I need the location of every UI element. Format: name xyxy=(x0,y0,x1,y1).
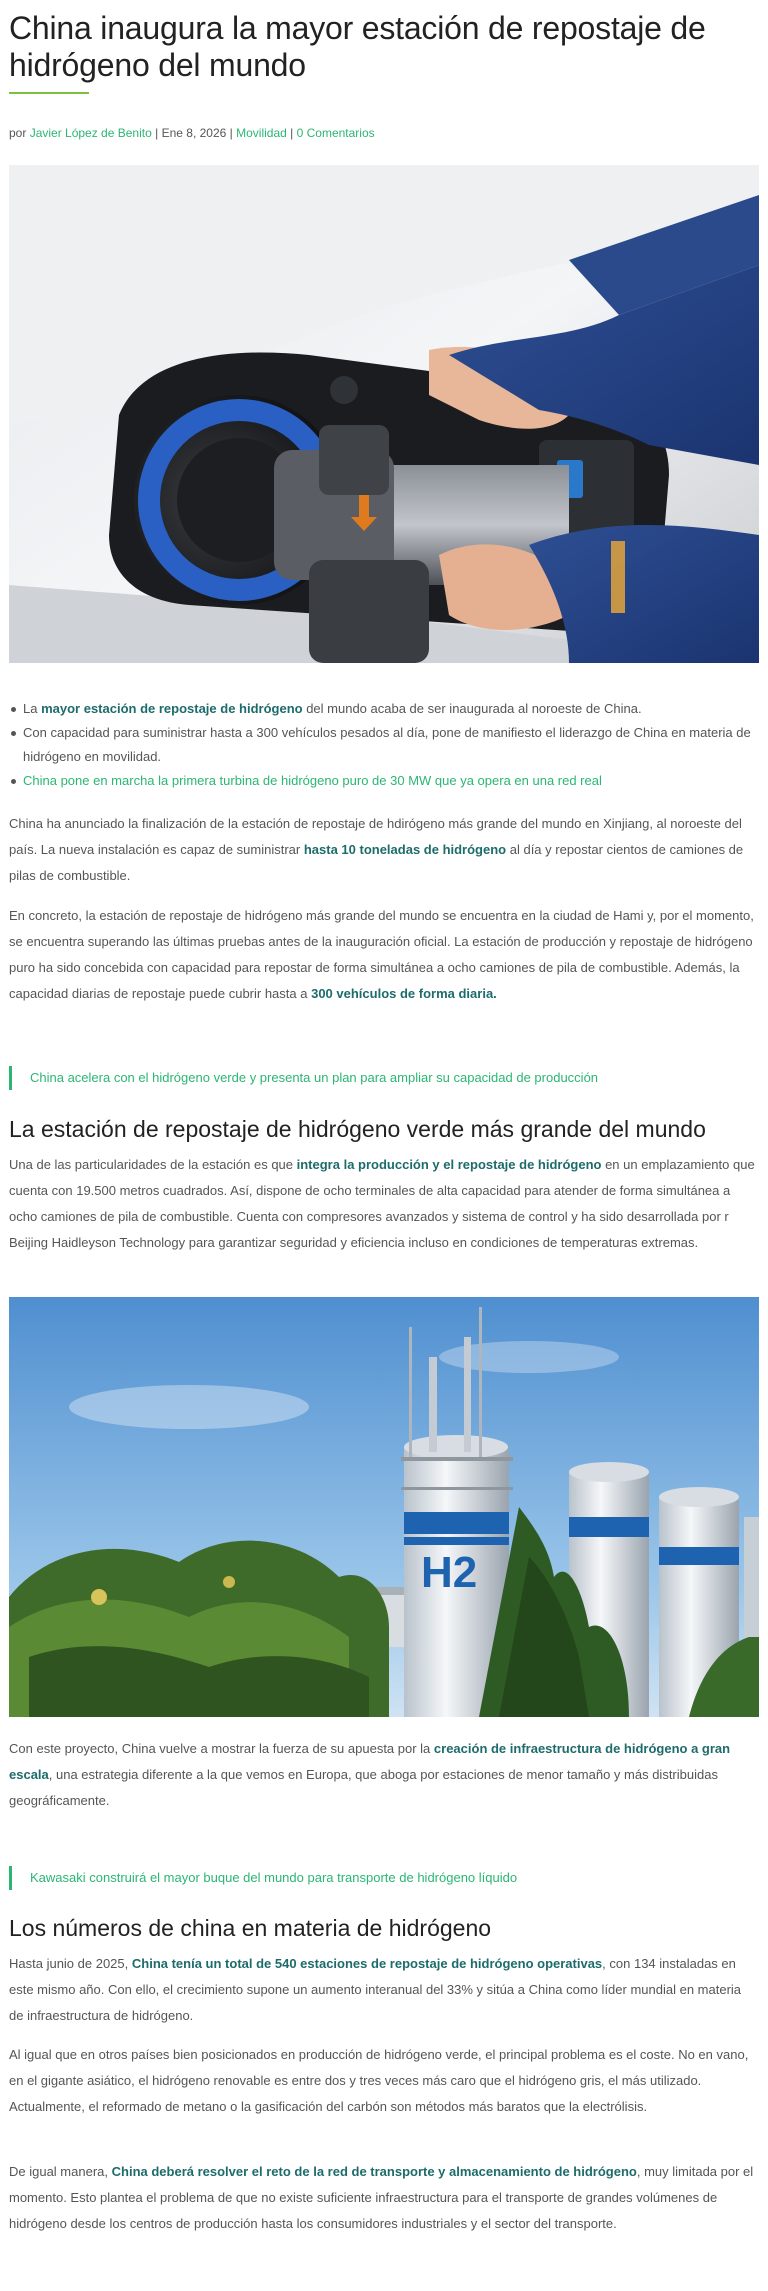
paragraph: China ha anunciado la finalización de la estación de repostaje de hdirógeno más grande del mundo en Xinjiang, al noroeste del país. La nueva instalación es capaz de suministrar hasta 10 toneladas de hidrógeno al día y repostar cientos de camiones de pilas de combustible. xyxy=(9,816,744,883)
paragraph: De igual manera, China deberá resolver el reto de la red de transporte y almacenamiento de hidrógeno, muy limitada por el momento. Esto plantea el problema de que no existe suficiente infraestructura para el transporte de grandes volúmenes de hidrógeno desde los centros de producción hasta los consumidores industriales y el sector del transporte. xyxy=(9,2164,754,2231)
list-item xyxy=(9,769,759,793)
author-link[interactable]: Javier López de Benito xyxy=(29,126,152,140)
summary-bullets xyxy=(9,697,759,793)
related-link[interactable]: China acelera con el hidrógeno verde y presenta un plan para ampliar su capacidad de producción xyxy=(9,1066,768,1090)
post-date: Ene 8, 2026 xyxy=(161,126,227,140)
title-underline xyxy=(9,92,89,94)
image-hydrogen-tanks xyxy=(9,1297,759,1717)
post-meta xyxy=(9,126,375,140)
comments-link[interactable]: 0 Comentarios xyxy=(296,126,375,140)
paragraph: En concreto, la estación de repostaje de hidrógeno más grande del mundo se encuentra en la ciudad de Hami y, por el momento, se encuentra superando las últimas pruebas antes de la inauguración oficial. La estación de producción y repostaje de hidrógeno puro ha sido concebida con capacidad para repostar de forma simultánea a ocho camiones de pila de combustible. Además, la capacidad diarias de repostaje puede cubrir hasta a 300 vehículos de forma diaria. xyxy=(9,908,754,1001)
hero-image-refueling xyxy=(9,165,759,663)
highlight-text: China tenía un total de 540 estaciones de repostaje de hidrógeno operativas xyxy=(131,1956,603,1971)
meta-separator: | xyxy=(151,126,162,140)
related-link[interactable]: Kawasaki construirá el mayor buque del mundo para transporte de hidrógeno líquido xyxy=(9,1866,768,1890)
section-heading: Los números de china en materia de hidrógeno xyxy=(9,1915,492,1941)
paragraph: Una de las particularidades de la estación es que integra la producción y el repostaje de hidrógeno en un emplazamiento que cuenta con 19.500 metros cuadrados. Así, dispone de ocho terminales de alta capacidad para atender de forma simultánea a ocho camiones de pila de combustible. Cuenta con compresores avanzados y sistema de control y ha sido desarrollada por r Beijing Haidleyson Technology para garantizar seguridad y eficiencia incluso en condiciones de temperaturas extremas. xyxy=(9,1157,755,1250)
category-link[interactable]: Movilidad xyxy=(236,126,287,140)
article-title: China inaugura la mayor estación de repostaje de hidrógeno del mundo xyxy=(9,10,706,83)
list-item: La mayor estación de repostaje de hidrógeno del mundo acaba de ser inaugurada al noroeste de China. xyxy=(9,697,759,721)
list-item: Con capacidad para suministrar hasta a 300 vehículos pesados al día, pone de manifiesto el liderazgo de China en materia de hidrógeno en movilidad. xyxy=(9,721,759,769)
paragraph: Al igual que en otros países bien posicionados en producción de hidrógeno verde, el principal problema es el coste. No en vano, en el gigante asiático, el hidrógeno renovable es entre dos y tres veces más caro que el hidrógeno gris, el más utilizado. Actualmente, el reformado de metano o la gasificación del carbón son métodos más baratos que la electrólisis. xyxy=(9,2047,749,2114)
section-heading: La estación de repostaje de hidrógeno verde más grande del mundo xyxy=(9,1116,706,1142)
highlight-text: China deberá resolver el reto de la red de transporte y almacenamiento de hidrógeno xyxy=(111,2164,637,2179)
paragraph: Hasta junio de 2025, China tenía un total de 540 estaciones de repostaje de hidrógeno operativas, con 134 instaladas en este mismo año. Con ello, el crecimiento supone un aumento interanual del 33% y sitúa a China como líder mundial en materia de infraestructura de hidrógeno. xyxy=(9,1956,742,2023)
highlight-text: mayor estación de repostaje de hidrógeno xyxy=(41,701,303,716)
highlight-text: creación de infraestructura de hidrógeno a gran escala xyxy=(9,1741,731,1782)
highlight-text: 300 vehículos de forma diaria. xyxy=(311,986,497,1001)
bullet-link[interactable]: China pone en marcha la primera turbina de hidrógeno puro de 30 MW que ya opera en una red real xyxy=(23,773,602,788)
paragraph: Con este proyecto, China vuelve a mostrar la fuerza de su apuesta por la creación de infraestructura de hidrógeno a gran escala, una estrategia diferente a la que vemos en Europa, que aboga por estaciones de menor tamaño y más distribuidas geográficamente. xyxy=(9,1741,731,1808)
meta-separator: | xyxy=(286,126,297,140)
h2-logo: H2 xyxy=(421,1548,478,1597)
meta-separator: | xyxy=(226,126,237,140)
meta-prefix: por xyxy=(9,126,30,140)
highlight-text: hasta 10 toneladas de hidrógeno xyxy=(303,842,507,857)
highlight-text: integra la producción y el repostaje de hidrógeno xyxy=(296,1157,602,1172)
